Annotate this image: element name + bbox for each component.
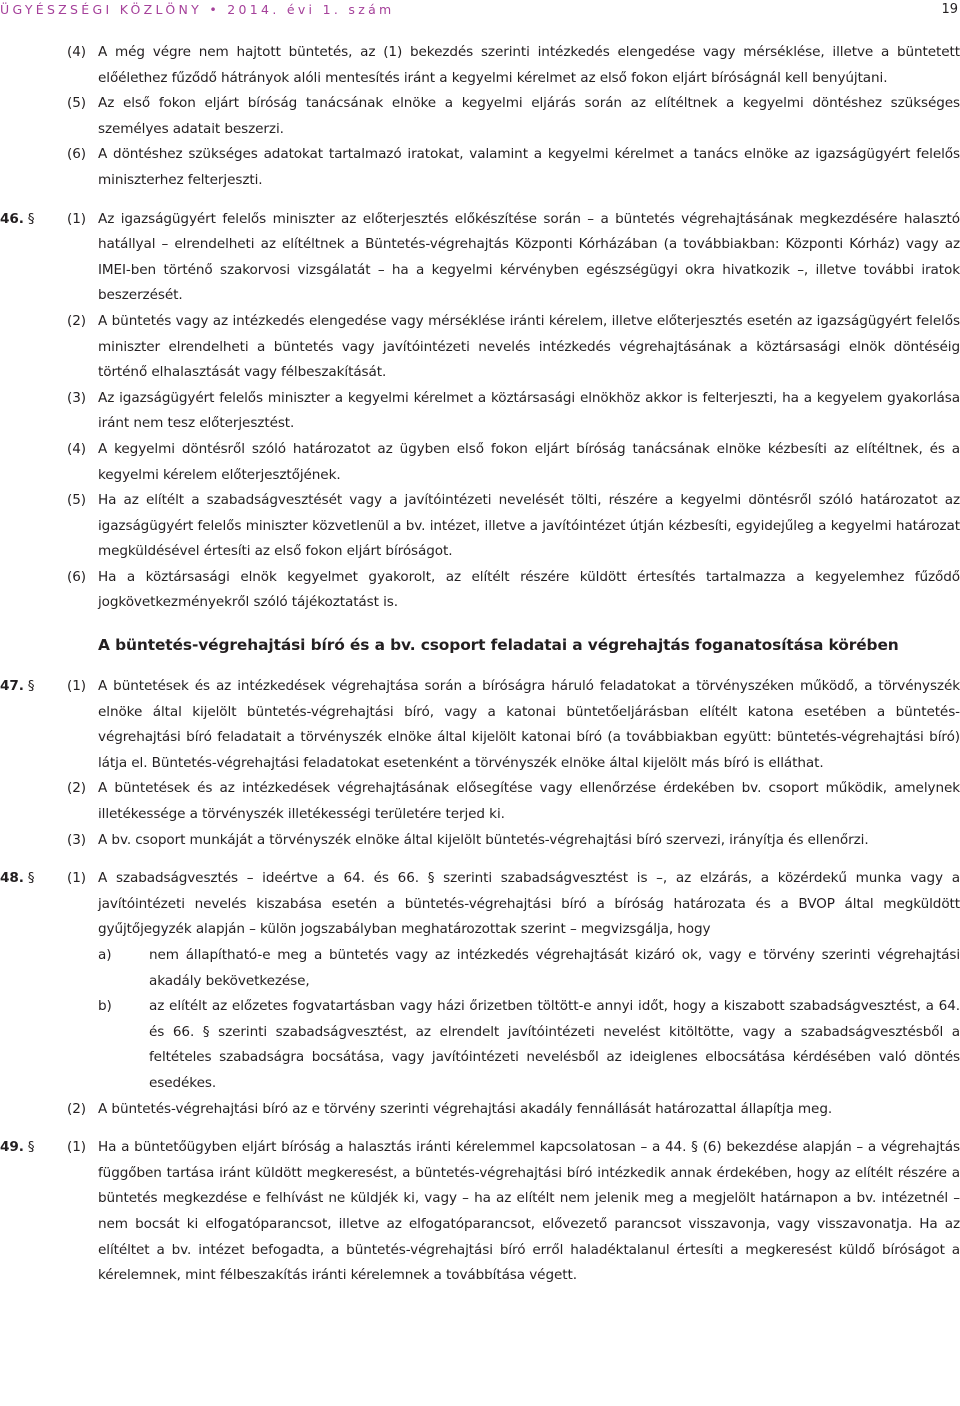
section-number: 46. § [0, 210, 35, 227]
section-46 [0, 207, 960, 617]
paragraph-number: (2) [67, 312, 86, 329]
paragraph-number: (1) [67, 1139, 86, 1156]
section-number: 48. § [0, 870, 35, 887]
section-number: 49. § [0, 1139, 35, 1156]
journal-title: ÜGYÉSZSÉGI KÖZLÖNY • 2014. évi 1. szám [0, 2, 395, 17]
list-point [0, 994, 960, 1096]
paragraph-text: A büntetés vagy az intézkedés elengedése vagy mérséklése iránti kérelem, illetve előterjesztés esetén az igazságügyért felelős miniszter elrendelheti a büntetés vagy javítóintézeti nevelés intézkedés végrehajtásának a köztársasági elnök döntéséig történő elhalasztását vagy félbeszakítását. [98, 312, 960, 381]
point-label: a) [98, 947, 112, 963]
paragraph-text: Az igazságügyért felelős miniszter a kegyelmi kérelmet a köztársasági elnökhöz akkor is felterjeszti, ha a kegyelem gyakorlása iránt nem tesz előterjesztést. [98, 389, 960, 432]
page-header [0, 0, 960, 22]
section-number: 47. § [0, 678, 35, 695]
paragraph-text: Az első fokon eljárt bíróság tanácsának elnöke a kegyelmi eljárás során az elítéltnek a kegyelmi döntéshez szükséges személyes adatait beszerzi. [98, 95, 960, 137]
document-body [0, 40, 960, 1289]
paragraph [0, 91, 960, 142]
paragraph-number: (1) [67, 870, 86, 887]
page-number: 19 [941, 2, 958, 17]
paragraph [0, 1097, 960, 1123]
paragraph-number: (2) [67, 780, 86, 797]
paragraph-text: A még végre nem hajtott büntetés, az (1) bekezdés szerinti intézkedés elengedése vagy mérséklése, illetve a büntetett előélethez fűződő hátrányok alóli mentesítés iránt a kegyelmi kérelmet az első fokon eljárt bíróságnál kell benyújtani. [98, 44, 960, 86]
paragraph [0, 207, 960, 309]
paragraph-text: A döntéshez szükséges adatokat tartalmazó iratokat, valamint a kegyelmi kérelmet a tanács elnöke az igazságügyért felelős miniszterhez felterjeszti. [98, 146, 960, 188]
paragraph [0, 40, 960, 91]
paragraph [0, 309, 960, 386]
paragraph-text: Ha a köztársasági elnök kegyelmet gyakorolt, az elítélt részére küldött értesítés tartalmazza a kegyelemhez fűződő jogkövetkezményekről szóló tájékoztatást is. [98, 568, 960, 611]
paragraph [0, 565, 960, 616]
list-point [0, 943, 960, 994]
point-text: nem állapítható-e meg a büntetés vagy az intézkedés végrehajtását kizáró ok, vagy e törvény szerinti végrehajtási akadály bekövetkezése, [149, 947, 960, 989]
paragraph-number: (1) [67, 210, 86, 227]
paragraph-number: (6) [67, 146, 86, 163]
paragraph-text: A bv. csoport munkáját a törvényszék elnöke által kijelölt büntetés-végrehajtási bíró szervezi, irányítja és ellenőrzi. [98, 831, 869, 848]
subheading: A büntetés-végrehajtási bíró és a bv. csoport feladatai a végrehajtás foganatosítása körében [98, 636, 899, 655]
paragraph [0, 488, 960, 565]
paragraph-text: Ha a büntetőügyben eljárt bíróság a halasztás iránti kérelemmel kapcsolatosan – a 44. § (6) bekezdése alapján – a végrehajtás függőben tartása iránt küldött megkeresést, a büntetés-végrehajtási bíró intézkedik annak érdekében, hogy az elítélt részére a büntetés megkezdése e felhívást ne küldjék ki, vagy – ha az elítélt nem jelenik meg a megjelölt határnapon a bv. intézetnél – nem bocsát ki elfogatóparancsot, illetve az elfogatóparancsot, elővezető parancsot visszavonja, vagy visszavonatja. Ha az elítéltet a bv. intézet befogadta, a büntetés-végrehajtási bíró erről haladéktalanul értesíti a megkeresést küldő bíróságot a kérelemnek, mint félbeszakítás iránti kérelemnek a továbbítása végett. [98, 1139, 960, 1284]
point-text: az elítélt az előzetes fogvatartásban vagy házi őrizetben töltött-e annyi időt, hogy a kiszabott szabadságvesztést, a 64. és 66. § szerinti szabadságvesztést, az elrendelt javítóintézeti nevelést kitöltötte, vagy a szabadságvesztésből a feltételes szabadságra bocsátása, vagy javítóintézeti nevelésből az ideiglenes elbocsátása kérdésében való döntés esedékes. [149, 998, 960, 1091]
section-48 [0, 866, 960, 1122]
paragraph-number: (3) [67, 389, 86, 406]
paragraph [0, 828, 960, 854]
paragraph-number: (5) [67, 492, 86, 509]
point-label: b) [98, 998, 112, 1015]
paragraph-text: A büntetések és az intézkedések végrehajtása során a bíróságra háruló feladatokat a törvényszéken működő, a törvényszék elnöke által kijelölt büntetés-végrehajtási bíró, vagy a katonai büntetőeljárásban elítélt katona esetében a büntetés-végrehajtási bíró feladatait a törvényszék elnöke által kijelölt katonai bíró (a továbbiakban együtt: büntetés-végrehajtási bíró) látja el. Büntetés-végrehajtási feladatokat esetenként a törvényszék elnöke által kijelölt más bíró is elláthat. [98, 678, 960, 771]
paragraph-number: (5) [67, 95, 86, 112]
section-sign-icon: § [27, 210, 35, 227]
paragraph [0, 674, 960, 776]
paragraph-number: (6) [67, 568, 86, 585]
paragraph [0, 1135, 960, 1289]
section-sign-icon: § [27, 678, 35, 695]
paragraph-text: A kegyelmi döntésről szóló határozatot az ügyben első fokon eljárt bíróság tanácsának elnöke kézbesíti az elítéltnek, és a kegyelmi kérelem előterjesztőjének. [98, 440, 960, 483]
paragraph-number: (2) [67, 1100, 86, 1117]
section-47 [0, 674, 960, 853]
paragraph-text: A büntetések és az intézkedések végrehajtásának elősegítése vagy ellenőrzése érdekében bv. csoport működik, amelynek illetékessége a törvényszék illetékességi területére terjed ki. [98, 780, 960, 823]
paragraph-number: (3) [67, 831, 86, 848]
paragraph-text: A szabadságvesztés – ideértve a 64. és 66. § szerinti szabadságvesztést is –, az elzárás, a közérdekű munka vagy a javítóintézeti nevelés kiszabása esetén a büntetés-végrehajtási bíró a bíróság határozata és a BVOP által megküldött gyűjtőjegyzék alapján – külön jogszabályban meghatározottak szerint – megvizsgálja, hogy [98, 870, 960, 938]
paragraph [0, 866, 960, 943]
paragraph [0, 776, 960, 827]
section-sign-icon: § [27, 1139, 35, 1156]
section-sign-icon: § [27, 870, 35, 887]
paragraph [0, 142, 960, 193]
paragraph-text: Az igazságügyért felelős miniszter az előterjesztés előkészítése során – a büntetés végrehajtásának megkezdésére halasztó hatállyal – elrendelheti az elítéltnek a Büntetés-végrehajtás Központi Kórházában (a továbbiakban: Központi Kórház) vagy az IMEI-ben történő szakorvosi vizsgálatát – ha a kegyelmi kérvényben egészségügyi okra hivatkozik –, illetve további iratok beszerzését. [98, 210, 960, 304]
paragraph-text: A büntetés-végrehajtási bíró az e törvény szerinti végrehajtási akadály fennállását határozattal állapítja meg. [98, 1100, 833, 1117]
paragraph-text: Ha az elítélt a szabadságvesztését vagy a javítóintézeti nevelését tölti, részére a kegyelmi döntésről szóló határozatot az igazságügyért felelős miniszter közvetlenül a bv. intézet, illetve a javítóintézet útján kézbesíti, egyidejűleg a kegyelmi határozat megküldésével értesíti az első fokon eljárt bíróságot. [98, 492, 960, 560]
section-49 [0, 1135, 960, 1289]
paragraph-number: (4) [67, 44, 86, 60]
paragraph [0, 386, 960, 437]
paragraph-number: (4) [67, 440, 86, 457]
paragraph [0, 437, 960, 488]
paragraph-number: (1) [67, 678, 86, 695]
